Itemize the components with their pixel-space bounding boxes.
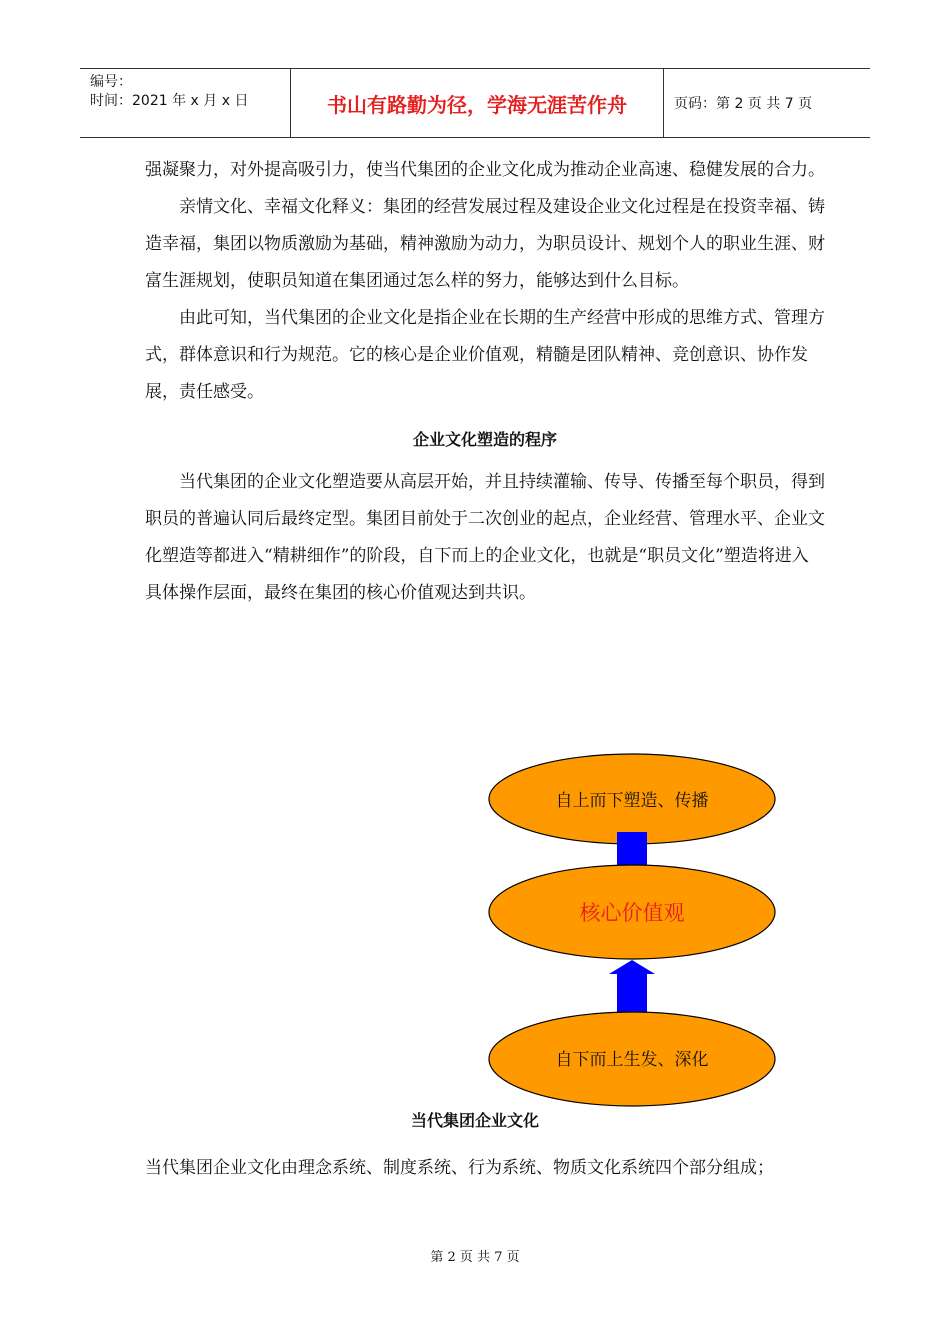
top-ellipse-label: 自上而下塑造、传播 bbox=[555, 791, 709, 811]
document-body bbox=[145, 152, 825, 612]
closing-section bbox=[145, 1150, 825, 1187]
paragraph-2: 亲情文化、幸福文化释义：集团的经营发展过程及建设企业文化过程是在投资幸福、铸造幸福，集团以物质激励为基础，精神激励为动力，为职员设计、规划个人的职业生涯、财富生涯规划，使职员知道在集团通过怎么样的努力，能够达到什么目标。 bbox=[145, 197, 825, 291]
culture-diagram bbox=[487, 752, 777, 1112]
closing-paragraph: 当代集团企业文化由理念系统、制度系统、行为系统、物质文化系统四个部分组成； bbox=[145, 1158, 774, 1178]
paragraph-3: 由此可知，当代集团的企业文化是指企业在长期的生产经营中形成的思维方式、管理方式，群体意识和行为规范。它的核心是企业价值观，精髓是团队精神、竞创意识、协作发展，责任感受。 bbox=[145, 308, 825, 402]
number-label: 编号： bbox=[90, 74, 132, 90]
header-meta bbox=[80, 69, 291, 137]
diagram-caption: 当代集团企业文化 bbox=[410, 1111, 539, 1130]
arrow-up-icon bbox=[609, 960, 655, 1012]
time-label: 时间：2021 年 x 月 x 日 bbox=[90, 93, 249, 109]
section-heading: 企业文化塑造的程序 bbox=[412, 430, 557, 449]
center-ellipse-label: 核心价值观 bbox=[579, 901, 685, 925]
bottom-ellipse-label: 自下而上生发、深化 bbox=[555, 1050, 709, 1070]
page-footer: 第 2 页 共 7 页 bbox=[430, 1250, 520, 1265]
section-paragraph: 当代集团的企业文化塑造要从高层开始，并且持续灌输、传导、传播至每个职员，得到职员的普遍认同后最终定型。集团目前处于二次创业的起点，企业经营、管理水平、企业文化塑造等都进入“精耕细作”的阶段，自下而上的企业文化，也就是“职员文化”塑造将进入具体操作层面，最终在集团的核心价值观达到共识。 bbox=[145, 472, 825, 603]
paragraph-1: 强凝聚力，对外提高吸引力，使当代集团的企业文化成为推动企业高速、稳健发展的合力。 bbox=[145, 160, 825, 180]
page-header bbox=[80, 68, 870, 138]
header-motto: 书山有路勤为径，学海无涯苦作舟 bbox=[291, 69, 664, 137]
header-page-info: 页码：第 2 页 共 7 页 bbox=[674, 96, 813, 112]
